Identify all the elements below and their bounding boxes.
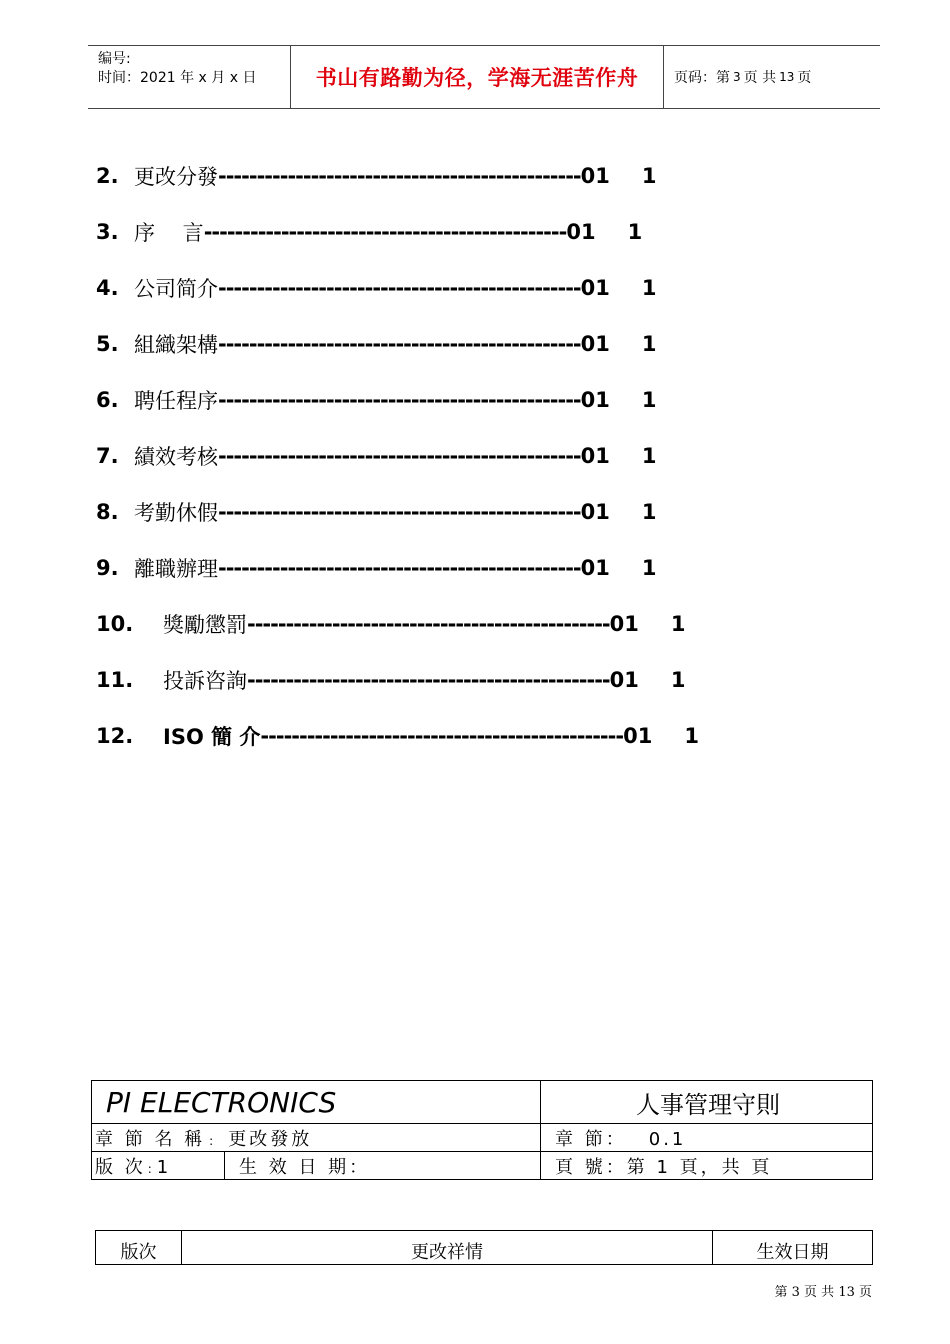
section-name-colon: : bbox=[209, 1133, 217, 1148]
section-name-label: 章 節 名 稱 bbox=[95, 1128, 206, 1150]
time-label: 时间：2021 年 x 月 x 日 bbox=[98, 70, 257, 86]
toc-entry bbox=[96, 148, 699, 204]
header-meta bbox=[88, 46, 291, 108]
toc-title: 更改分發 bbox=[134, 165, 218, 189]
title-block bbox=[91, 1080, 873, 1180]
toc-leader: ----------------------------------------------- bbox=[260, 724, 624, 748]
toc-leader: ----------------------------------------------- bbox=[218, 388, 581, 412]
toc-leader: ----------------------------------------------- bbox=[218, 500, 581, 524]
revision-col-version: 版次 bbox=[96, 1231, 182, 1265]
toc-title: 獎勵懲罰 bbox=[163, 613, 247, 637]
toc-page: 01 bbox=[609, 668, 639, 692]
page-number-label: 頁 號：第 1 頁，共 頁 bbox=[541, 1152, 873, 1180]
toc-number: 8. bbox=[96, 500, 119, 524]
page-mid: 页 共 bbox=[743, 70, 777, 86]
toc-page-count: 1 bbox=[641, 556, 657, 580]
toc-page-count: 1 bbox=[641, 332, 657, 356]
toc-page-count: 1 bbox=[670, 612, 686, 636]
toc-entry bbox=[96, 204, 699, 260]
toc-title: 離職辦理 bbox=[134, 557, 218, 581]
toc-leader: ----------------------------------------------- bbox=[218, 556, 581, 580]
page-header bbox=[88, 45, 880, 109]
revision-table bbox=[95, 1230, 873, 1265]
toc-number: 4. bbox=[96, 276, 119, 300]
effective-date-label: 生 效 日 期： bbox=[225, 1152, 541, 1180]
toc-page-count: 1 bbox=[670, 668, 686, 692]
toc-page: 01 bbox=[580, 332, 610, 356]
toc-entry bbox=[96, 260, 699, 316]
toc-title: 投訴咨詢 bbox=[163, 669, 247, 693]
toc-number: 2. bbox=[96, 164, 119, 188]
revision-col-date: 生效日期 bbox=[713, 1231, 873, 1265]
header-motto: 书山有路勤为径，学海无涯苦作舟 bbox=[291, 46, 664, 108]
number-label: 编号: bbox=[98, 51, 131, 67]
toc-page-count: 1 bbox=[641, 276, 657, 300]
toc-page: 01 bbox=[580, 444, 610, 468]
version-value: 1 bbox=[156, 1156, 172, 1178]
toc-title: 考勤休假 bbox=[134, 501, 218, 525]
toc-entry bbox=[96, 652, 699, 708]
page-footer: 第 3 页 共 13 页 bbox=[774, 1285, 872, 1300]
toc-title: ISO 簡 介 bbox=[163, 725, 261, 749]
version-cell bbox=[92, 1152, 225, 1180]
toc-leader: ----------------------------------------------- bbox=[247, 668, 610, 692]
toc-number: 12. bbox=[96, 724, 134, 748]
page-total: 13 bbox=[779, 70, 795, 84]
toc-entry bbox=[96, 540, 699, 596]
manual-title: 人事管理守則 bbox=[541, 1081, 873, 1124]
version-colon: : bbox=[147, 1161, 155, 1176]
toc-title: 聘任程序 bbox=[134, 389, 218, 413]
page-current: 3 bbox=[733, 70, 741, 84]
toc-entry bbox=[96, 596, 699, 652]
toc-title: 績效考核 bbox=[134, 445, 218, 469]
toc-entry bbox=[96, 484, 699, 540]
toc-number: 9. bbox=[96, 556, 119, 580]
toc-title: 組織架構 bbox=[134, 333, 218, 357]
toc-leader: ----------------------------------------------- bbox=[203, 220, 567, 244]
header-page-info bbox=[664, 46, 880, 108]
toc-page-count: 1 bbox=[641, 388, 657, 412]
toc-page: 01 bbox=[566, 220, 596, 244]
version-label: 版 次 bbox=[95, 1156, 146, 1178]
toc-entry bbox=[96, 708, 699, 764]
toc-entry bbox=[96, 428, 699, 484]
toc-page: 01 bbox=[609, 612, 639, 636]
page-suffix: 页 bbox=[797, 70, 812, 86]
toc-page: 01 bbox=[580, 556, 610, 580]
toc-page-count: 1 bbox=[684, 724, 699, 748]
table-of-contents bbox=[96, 148, 699, 764]
toc-number: 11. bbox=[96, 668, 134, 692]
toc-number: 5. bbox=[96, 332, 119, 356]
toc-page: 01 bbox=[580, 500, 610, 524]
toc-number: 6. bbox=[96, 388, 119, 412]
section-name-value: 更改發放 bbox=[228, 1128, 313, 1150]
toc-number: 10. bbox=[96, 612, 134, 636]
company-name: PI ELECTRONICS bbox=[92, 1081, 541, 1124]
toc-page: 01 bbox=[623, 724, 653, 748]
toc-entry bbox=[96, 316, 699, 372]
toc-page-count: 1 bbox=[641, 500, 657, 524]
toc-leader: ----------------------------------------------- bbox=[218, 164, 581, 188]
page-prefix: 页码：第 bbox=[674, 70, 730, 86]
toc-number: 7. bbox=[96, 444, 119, 468]
toc-entry bbox=[96, 372, 699, 428]
toc-title: 公司简介 bbox=[134, 277, 218, 301]
section-cell bbox=[541, 1124, 873, 1152]
toc-number: 3. bbox=[96, 220, 119, 244]
toc-leader: ----------------------------------------------- bbox=[247, 612, 610, 636]
section-label: 章 節： bbox=[555, 1128, 627, 1150]
toc-page-count: 1 bbox=[627, 220, 643, 244]
section-value: 0.1 bbox=[648, 1128, 687, 1150]
toc-page: 01 bbox=[580, 164, 610, 188]
revision-col-details: 更改祥情 bbox=[182, 1231, 713, 1265]
toc-leader: ----------------------------------------------- bbox=[218, 332, 581, 356]
toc-title: 序 言 bbox=[134, 221, 204, 245]
toc-page: 01 bbox=[580, 388, 610, 412]
toc-page-count: 1 bbox=[641, 444, 657, 468]
toc-leader: ----------------------------------------------- bbox=[218, 276, 581, 300]
section-name-cell bbox=[92, 1124, 541, 1152]
toc-leader: ----------------------------------------------- bbox=[218, 444, 581, 468]
toc-page-count: 1 bbox=[641, 164, 657, 188]
toc-page: 01 bbox=[580, 276, 610, 300]
